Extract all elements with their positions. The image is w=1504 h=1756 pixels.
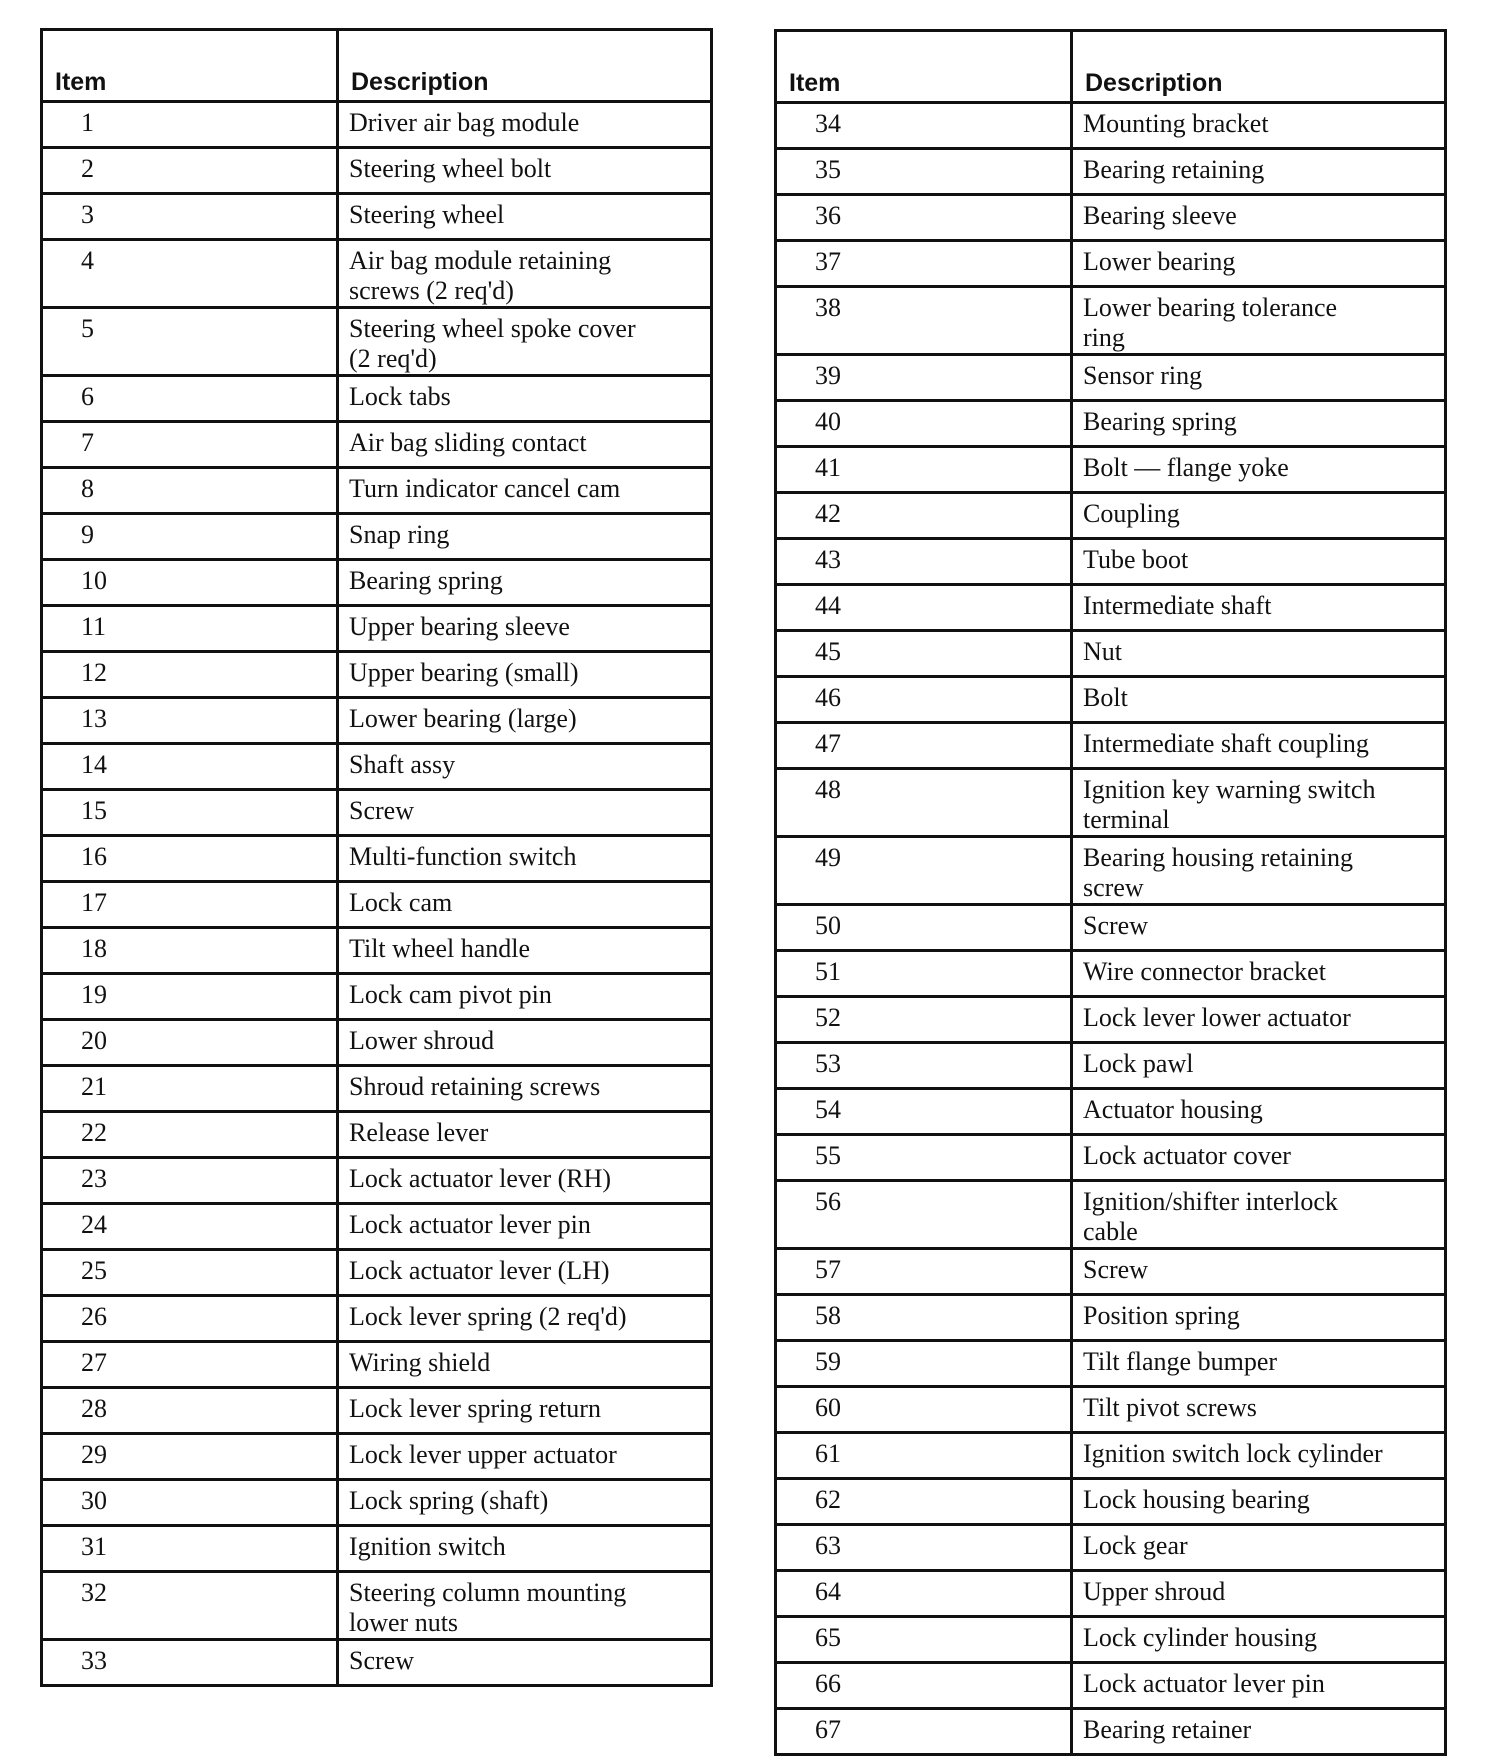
item-number: 21 — [42, 1066, 338, 1112]
item-number: 46 — [776, 677, 1072, 723]
item-description: Multi-function switch — [338, 836, 712, 882]
table-row — [42, 514, 712, 560]
table-row — [42, 1158, 712, 1204]
item-number: 39 — [776, 355, 1072, 401]
item-number: 29 — [42, 1434, 338, 1480]
item-number: 16 — [42, 836, 338, 882]
item-number: 2 — [42, 148, 338, 194]
item-number: 26 — [42, 1296, 338, 1342]
table-row — [776, 585, 1446, 631]
item-number: 55 — [776, 1135, 1072, 1181]
parts-table-right — [774, 29, 1447, 1756]
item-number: 19 — [42, 974, 338, 1020]
item-number: 3 — [42, 194, 338, 240]
item-number: 11 — [42, 606, 338, 652]
table-row — [776, 1089, 1446, 1135]
item-number: 15 — [42, 790, 338, 836]
item-description: Bearing spring — [338, 560, 712, 606]
table-row — [42, 102, 712, 148]
table-row — [776, 103, 1446, 149]
table-row — [776, 287, 1446, 355]
table-row — [42, 376, 712, 422]
parts-table-left — [40, 28, 713, 1687]
table-row — [776, 493, 1446, 539]
item-description: Lock lever spring return — [338, 1388, 712, 1434]
item-description: Tilt wheel handle — [338, 928, 712, 974]
item-number: 48 — [776, 769, 1072, 837]
item-number: 27 — [42, 1342, 338, 1388]
item-description: Steering wheel spoke cover (2 req'd) — [338, 308, 712, 376]
item-description: Bearing retainer — [1072, 1709, 1446, 1755]
item-description: Turn indicator cancel cam — [338, 468, 712, 514]
table-row — [42, 606, 712, 652]
item-description: Lock actuator lever pin — [1072, 1663, 1446, 1709]
item-description: Steering wheel bolt — [338, 148, 712, 194]
table-row — [776, 905, 1446, 951]
item-description: Upper shroud — [1072, 1571, 1446, 1617]
item-description: Ignition switch — [338, 1526, 712, 1572]
item-description: Ignition key warning switch terminal — [1072, 769, 1446, 837]
item-description: Coupling — [1072, 493, 1446, 539]
item-number: 63 — [776, 1525, 1072, 1571]
table-row — [776, 539, 1446, 585]
item-number: 13 — [42, 698, 338, 744]
table-row — [42, 928, 712, 974]
item-description: Lock tabs — [338, 376, 712, 422]
table-row — [776, 355, 1446, 401]
column-header-description: Description — [338, 30, 712, 102]
item-description: Steering wheel — [338, 194, 712, 240]
item-description: Shaft assy — [338, 744, 712, 790]
table-row — [42, 836, 712, 882]
table-body — [776, 103, 1446, 1755]
item-description: Screw — [1072, 905, 1446, 951]
table-row — [42, 1020, 712, 1066]
item-number: 30 — [42, 1480, 338, 1526]
item-description: Screw — [338, 1640, 712, 1686]
item-number: 12 — [42, 652, 338, 698]
item-description: Tube boot — [1072, 539, 1446, 585]
table-row — [776, 1249, 1446, 1295]
item-description: Lock gear — [1072, 1525, 1446, 1571]
item-number: 52 — [776, 997, 1072, 1043]
table-row — [776, 1043, 1446, 1089]
item-description: Shroud retaining screws — [338, 1066, 712, 1112]
table-header-row — [776, 31, 1446, 103]
table-row — [42, 194, 712, 240]
item-number: 23 — [42, 1158, 338, 1204]
table-row — [42, 1204, 712, 1250]
item-number: 33 — [42, 1640, 338, 1686]
item-number: 60 — [776, 1387, 1072, 1433]
item-number: 49 — [776, 837, 1072, 905]
item-description: Wiring shield — [338, 1342, 712, 1388]
item-description: Wire connector bracket — [1072, 951, 1446, 997]
item-description: Air bag module retaining screws (2 req'd) — [338, 240, 712, 308]
item-description: Intermediate shaft coupling — [1072, 723, 1446, 769]
item-number: 42 — [776, 493, 1072, 539]
item-number: 61 — [776, 1433, 1072, 1479]
item-number: 9 — [42, 514, 338, 560]
table-row — [776, 1295, 1446, 1341]
item-number: 37 — [776, 241, 1072, 287]
item-description: Lock actuator cover — [1072, 1135, 1446, 1181]
item-description: Air bag sliding contact — [338, 422, 712, 468]
table-row — [42, 1480, 712, 1526]
item-number: 14 — [42, 744, 338, 790]
item-number: 6 — [42, 376, 338, 422]
table-row — [776, 195, 1446, 241]
table-row — [42, 1434, 712, 1480]
item-description: Nut — [1072, 631, 1446, 677]
column-header-item: Item — [42, 30, 338, 102]
item-number: 50 — [776, 905, 1072, 951]
table-row — [42, 1066, 712, 1112]
item-number: 66 — [776, 1663, 1072, 1709]
table-header-row — [42, 30, 712, 102]
item-number: 59 — [776, 1341, 1072, 1387]
table-row — [776, 1135, 1446, 1181]
item-number: 36 — [776, 195, 1072, 241]
item-number: 41 — [776, 447, 1072, 493]
table-row — [776, 631, 1446, 677]
item-number: 32 — [42, 1572, 338, 1640]
table-row — [42, 468, 712, 514]
table-row — [42, 974, 712, 1020]
item-description: Sensor ring — [1072, 355, 1446, 401]
item-description: Position spring — [1072, 1295, 1446, 1341]
item-number: 64 — [776, 1571, 1072, 1617]
item-number: 40 — [776, 401, 1072, 447]
item-description: Upper bearing sleeve — [338, 606, 712, 652]
item-number: 35 — [776, 149, 1072, 195]
item-number: 56 — [776, 1181, 1072, 1249]
item-description: Upper bearing (small) — [338, 652, 712, 698]
table-row — [776, 1387, 1446, 1433]
table-row — [42, 1388, 712, 1434]
item-description: Lock actuator lever (LH) — [338, 1250, 712, 1296]
item-description: Bearing retaining — [1072, 149, 1446, 195]
table-row — [776, 1571, 1446, 1617]
item-description: Intermediate shaft — [1072, 585, 1446, 631]
table-row — [776, 1617, 1446, 1663]
item-number: 8 — [42, 468, 338, 514]
table-row — [42, 1640, 712, 1686]
table-row — [42, 744, 712, 790]
item-description: Bearing housing retaining screw — [1072, 837, 1446, 905]
table-row — [42, 1572, 712, 1640]
item-description: Mounting bracket — [1072, 103, 1446, 149]
item-description: Driver air bag module — [338, 102, 712, 148]
table-row — [42, 698, 712, 744]
item-description: Lock lever upper actuator — [338, 1434, 712, 1480]
item-number: 18 — [42, 928, 338, 974]
table-row — [776, 1181, 1446, 1249]
item-number: 58 — [776, 1295, 1072, 1341]
item-number: 53 — [776, 1043, 1072, 1089]
table-row — [776, 149, 1446, 195]
table-row — [42, 560, 712, 606]
table-row — [776, 1479, 1446, 1525]
table-row — [776, 1433, 1446, 1479]
item-description: Lock housing bearing — [1072, 1479, 1446, 1525]
table-row — [776, 1341, 1446, 1387]
table-row — [776, 769, 1446, 837]
item-number: 1 — [42, 102, 338, 148]
table-row — [776, 723, 1446, 769]
table-row — [42, 1296, 712, 1342]
table-row — [42, 1112, 712, 1158]
item-description: Bolt — [1072, 677, 1446, 723]
table-body — [42, 102, 712, 1686]
item-number: 31 — [42, 1526, 338, 1572]
item-description: Lock cylinder housing — [1072, 1617, 1446, 1663]
item-number: 51 — [776, 951, 1072, 997]
item-number: 22 — [42, 1112, 338, 1158]
table-row — [776, 1663, 1446, 1709]
item-number: 43 — [776, 539, 1072, 585]
table-row — [776, 677, 1446, 723]
item-number: 28 — [42, 1388, 338, 1434]
table-row — [776, 401, 1446, 447]
item-number: 34 — [776, 103, 1072, 149]
table-row — [42, 1342, 712, 1388]
table-row — [42, 148, 712, 194]
item-description: Lock actuator lever (RH) — [338, 1158, 712, 1204]
item-description: Lower bearing (large) — [338, 698, 712, 744]
item-description: Lower bearing — [1072, 241, 1446, 287]
table-row — [42, 1526, 712, 1572]
item-description: Snap ring — [338, 514, 712, 560]
item-number: 38 — [776, 287, 1072, 355]
item-number: 17 — [42, 882, 338, 928]
column-header-description: Description — [1072, 31, 1446, 103]
item-number: 44 — [776, 585, 1072, 631]
table-row — [776, 997, 1446, 1043]
item-number: 4 — [42, 240, 338, 308]
item-description: Lower bearing tolerance ring — [1072, 287, 1446, 355]
table-row — [776, 447, 1446, 493]
item-number: 47 — [776, 723, 1072, 769]
item-number: 10 — [42, 560, 338, 606]
item-description: Bearing spring — [1072, 401, 1446, 447]
item-description: Lock actuator lever pin — [338, 1204, 712, 1250]
item-description: Actuator housing — [1072, 1089, 1446, 1135]
table-row — [776, 1709, 1446, 1755]
table-row — [42, 308, 712, 376]
item-number: 25 — [42, 1250, 338, 1296]
item-description: Screw — [1072, 1249, 1446, 1295]
item-number: 54 — [776, 1089, 1072, 1135]
item-number: 65 — [776, 1617, 1072, 1663]
table-row — [42, 422, 712, 468]
item-description: Ignition switch lock cylinder — [1072, 1433, 1446, 1479]
item-description: Bearing sleeve — [1072, 195, 1446, 241]
item-number: 20 — [42, 1020, 338, 1066]
item-number: 67 — [776, 1709, 1072, 1755]
table-row — [776, 951, 1446, 997]
item-description: Lock pawl — [1072, 1043, 1446, 1089]
item-number: 24 — [42, 1204, 338, 1250]
item-description: Bolt — flange yoke — [1072, 447, 1446, 493]
item-description: Tilt flange bumper — [1072, 1341, 1446, 1387]
table-row — [776, 837, 1446, 905]
item-number: 5 — [42, 308, 338, 376]
item-description: Screw — [338, 790, 712, 836]
item-description: Tilt pivot screws — [1072, 1387, 1446, 1433]
item-description: Lock lever spring (2 req'd) — [338, 1296, 712, 1342]
item-description: Lock spring (shaft) — [338, 1480, 712, 1526]
item-description: Steering column mounting lower nuts — [338, 1572, 712, 1640]
item-description: Ignition/shifter interlock cable — [1072, 1181, 1446, 1249]
table-row — [776, 241, 1446, 287]
column-header-item: Item — [776, 31, 1072, 103]
item-description: Lock cam — [338, 882, 712, 928]
item-number: 45 — [776, 631, 1072, 677]
item-description: Lock cam pivot pin — [338, 974, 712, 1020]
table-row — [42, 1250, 712, 1296]
table-row — [42, 240, 712, 308]
item-number: 57 — [776, 1249, 1072, 1295]
item-description: Lower shroud — [338, 1020, 712, 1066]
table-row — [42, 882, 712, 928]
item-description: Lock lever lower actuator — [1072, 997, 1446, 1043]
table-row — [42, 790, 712, 836]
item-number: 7 — [42, 422, 338, 468]
item-number: 62 — [776, 1479, 1072, 1525]
item-description: Release lever — [338, 1112, 712, 1158]
table-row — [42, 652, 712, 698]
